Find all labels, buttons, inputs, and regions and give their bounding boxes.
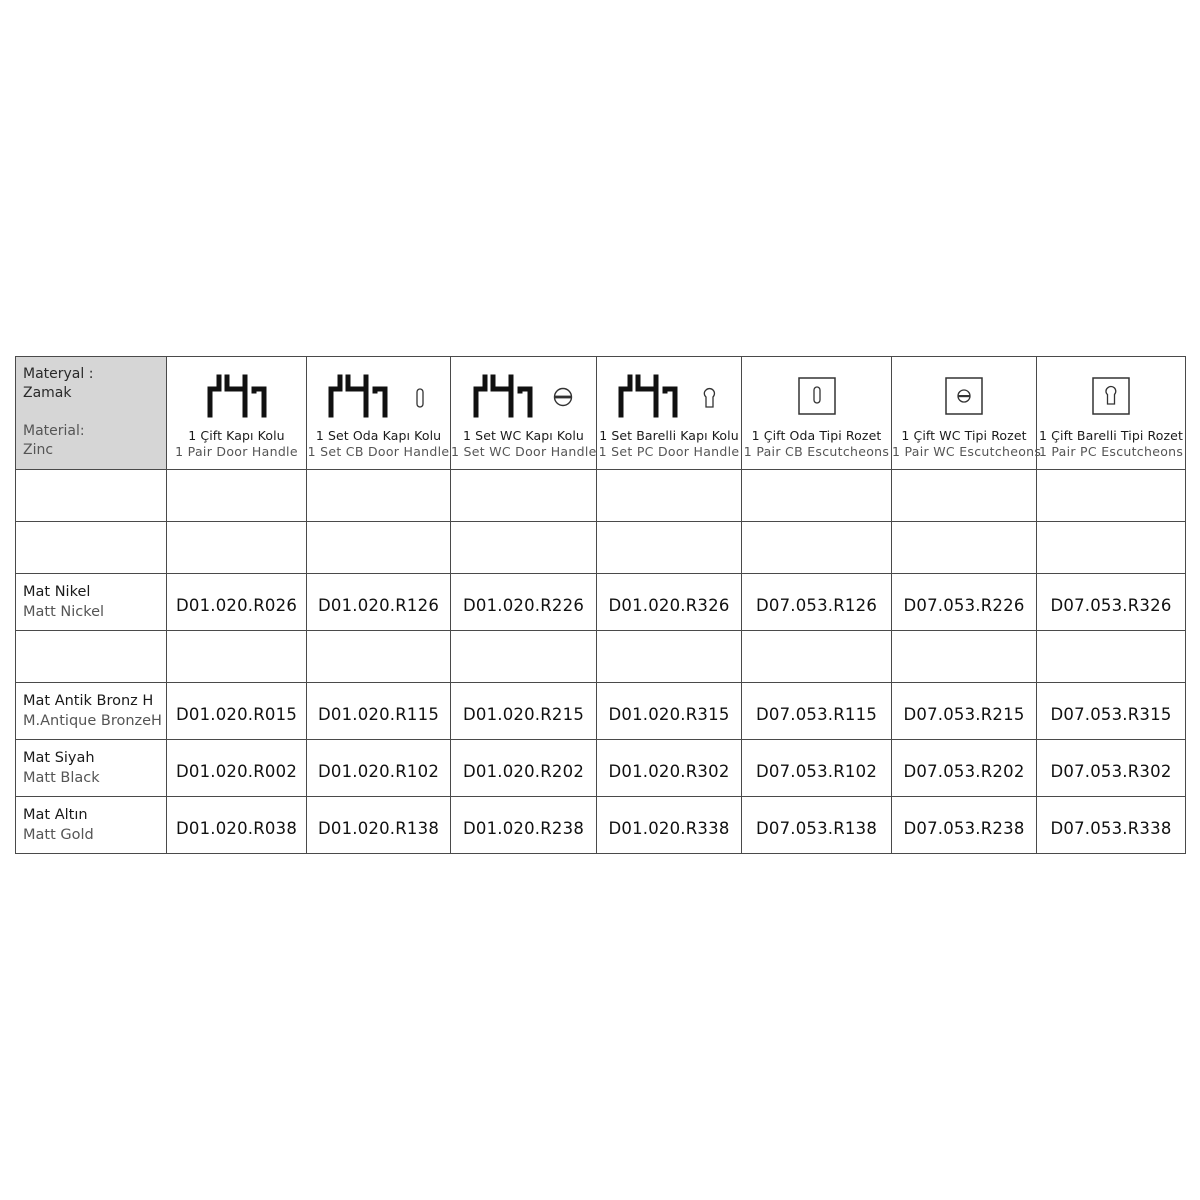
escutcheon-cb-icon (789, 367, 845, 423)
column-title-en: 1 Pair WC Escutcheons (892, 444, 1042, 459)
finish-name-tr: Mat Altın (23, 807, 88, 823)
column-title-en: 1 Set PC Door Handle (598, 444, 740, 459)
finish-label (16, 574, 167, 631)
product-code: D01.020.R226 (451, 574, 597, 631)
finish-row-matt-gold (16, 797, 1186, 854)
column-header-door-handle-pair (167, 357, 307, 470)
finish-row-matt-black (16, 740, 1186, 797)
product-code: D07.053.R138 (742, 797, 892, 854)
escutcheon-wc-icon (936, 367, 992, 423)
material-value-tr: Zamak (23, 385, 72, 401)
column-title-en: 1 Set CB Door Handle (307, 444, 450, 459)
product-code: D01.020.R002 (167, 740, 307, 797)
product-code: D07.053.R315 (1037, 683, 1186, 740)
product-code: D01.020.R138 (307, 797, 451, 854)
finish-label (16, 797, 167, 854)
product-code: D01.020.R315 (597, 683, 742, 740)
finish-name-tr: Mat Nikel (23, 584, 91, 600)
product-code: D07.053.R302 (1037, 740, 1186, 797)
door-handle-pc-icon (616, 367, 680, 423)
finish-row-antique-bronze (16, 683, 1186, 740)
material-value-en: Zinc (23, 442, 54, 458)
column-title-tr: 1 Çift Oda Tipi Rozet (751, 428, 882, 443)
column-title-tr: 1 Çift Barelli Tipi Rozet (1039, 428, 1183, 443)
column-title-en: 1 Set WC Door Handle (451, 444, 597, 459)
product-code-table (15, 356, 1186, 854)
finish-name-en: M.Antique BronzeH (23, 713, 162, 729)
escutcheon-pc-icon (1083, 367, 1139, 423)
cylinder-keyhole-icon (682, 367, 722, 423)
column-title-tr: 1 Set WC Kapı Kolu (463, 428, 584, 443)
product-code: D07.053.R238 (892, 797, 1037, 854)
finish-name-tr: Mat Antik Bronz H (23, 693, 154, 709)
door-handle-pair-icon (167, 367, 306, 423)
keyhole-cb-icon (392, 367, 432, 423)
product-code: D01.020.R126 (307, 574, 451, 631)
finish-row-matt-nickel (16, 574, 1186, 631)
product-code: D07.053.R126 (742, 574, 892, 631)
column-title-tr: 1 Set Barelli Kapı Kolu (599, 428, 739, 443)
product-code: D07.053.R338 (1037, 797, 1186, 854)
finish-name-en: Matt Nickel (23, 604, 105, 620)
product-code: D01.020.R015 (167, 683, 307, 740)
empty-row (16, 522, 1186, 574)
empty-row (16, 631, 1186, 683)
product-code: D01.020.R238 (451, 797, 597, 854)
finish-name-en: Matt Gold (23, 827, 94, 843)
finish-name-tr: Mat Siyah (23, 750, 95, 766)
finish-name-en: Matt Black (23, 770, 100, 786)
column-title-en: 1 Pair PC Escutcheons (1038, 444, 1184, 459)
product-code: D07.053.R215 (892, 683, 1037, 740)
product-code: D01.020.R026 (167, 574, 307, 631)
product-code: D07.053.R115 (742, 683, 892, 740)
product-code: D01.020.R302 (597, 740, 742, 797)
product-code: D07.053.R226 (892, 574, 1037, 631)
column-header-escutcheon-pc (1037, 357, 1186, 470)
product-code: D07.053.R102 (742, 740, 892, 797)
finish-label (16, 683, 167, 740)
column-header-door-handle-wc (451, 357, 597, 470)
column-title-tr: 1 Çift WC Tipi Rozet (901, 428, 1027, 443)
column-title-en: 1 Pair Door Handle (175, 444, 298, 459)
column-title-tr: 1 Çift Kapı Kolu (188, 428, 285, 443)
door-handle-wc-icon (471, 367, 535, 423)
column-header-escutcheon-cb (742, 357, 892, 470)
finish-label (16, 740, 167, 797)
column-title-en: 1 Pair CB Escutcheons (743, 444, 890, 459)
column-header-escutcheon-wc (892, 357, 1042, 470)
empty-row (16, 470, 1186, 522)
material-cell (16, 357, 167, 470)
column-title-tr: 1 Set Oda Kapı Kolu (315, 428, 442, 443)
material-label-tr: Materyal : (23, 366, 94, 382)
product-code: D01.020.R202 (451, 740, 597, 797)
product-code: D01.020.R102 (307, 740, 451, 797)
door-handle-cb-icon (326, 367, 390, 423)
column-header-door-handle-cb (307, 357, 451, 470)
product-code: D07.053.R202 (892, 740, 1037, 797)
product-code: D01.020.R338 (597, 797, 742, 854)
wc-turn-icon (537, 367, 577, 423)
product-code: D01.020.R215 (451, 683, 597, 740)
product-code: D01.020.R115 (307, 683, 451, 740)
product-code: D01.020.R326 (597, 574, 742, 631)
header-row (16, 357, 1186, 470)
product-code: D01.020.R038 (167, 797, 307, 854)
material-label-en: Material: (23, 423, 85, 439)
product-code: D07.053.R326 (1037, 574, 1186, 631)
column-header-door-handle-pc (597, 357, 742, 470)
